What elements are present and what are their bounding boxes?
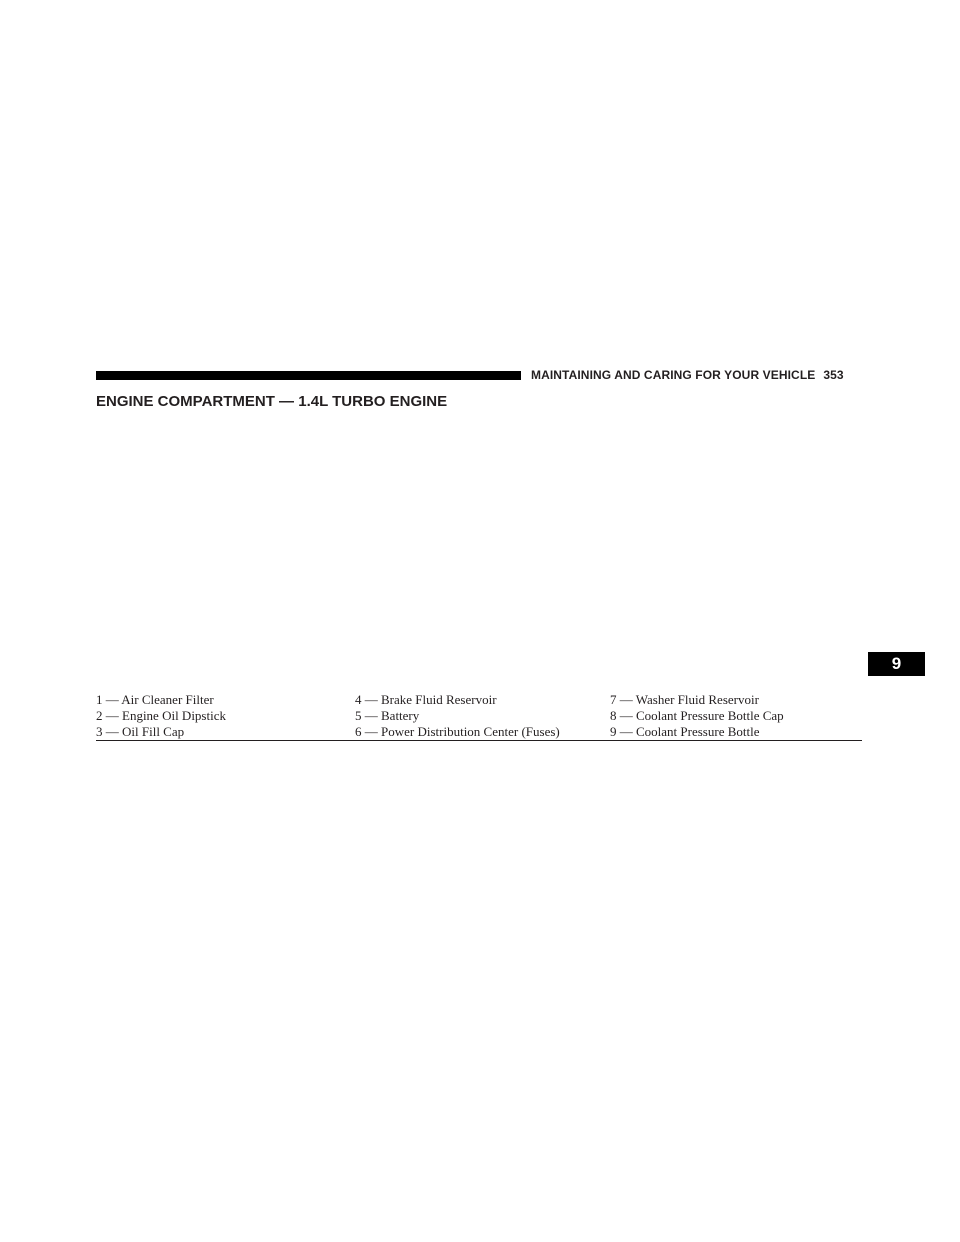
page-number: 353: [823, 368, 844, 382]
legend-item: 5 — Battery: [355, 708, 420, 723]
legend-item: 4 — Brake Fluid Reservoir: [355, 692, 497, 707]
legend-bottom-rule: [96, 740, 862, 741]
running-header: [531, 367, 844, 383]
header-rule-bar: [96, 371, 521, 380]
chapter-tab: 9: [868, 652, 925, 676]
legend-item: 8 — Coolant Pressure Bottle Cap: [610, 708, 784, 723]
legend-item: 7 — Washer Fluid Reservoir: [610, 692, 759, 707]
legend-item: 6 — Power Distribution Center (Fuses): [355, 724, 560, 739]
legend-item: 2 — Engine Oil Dipstick: [96, 708, 226, 723]
header-section-title: MAINTAINING AND CARING FOR YOUR VEHICLE: [531, 368, 816, 382]
page-title: ENGINE COMPARTMENT — 1.4L TURBO ENGINE: [96, 393, 448, 410]
legend-item: 1 — Air Cleaner Filter: [96, 692, 214, 707]
legend-item: 9 — Coolant Pressure Bottle: [610, 724, 760, 739]
legend-item: 3 — Oil Fill Cap: [96, 724, 185, 739]
